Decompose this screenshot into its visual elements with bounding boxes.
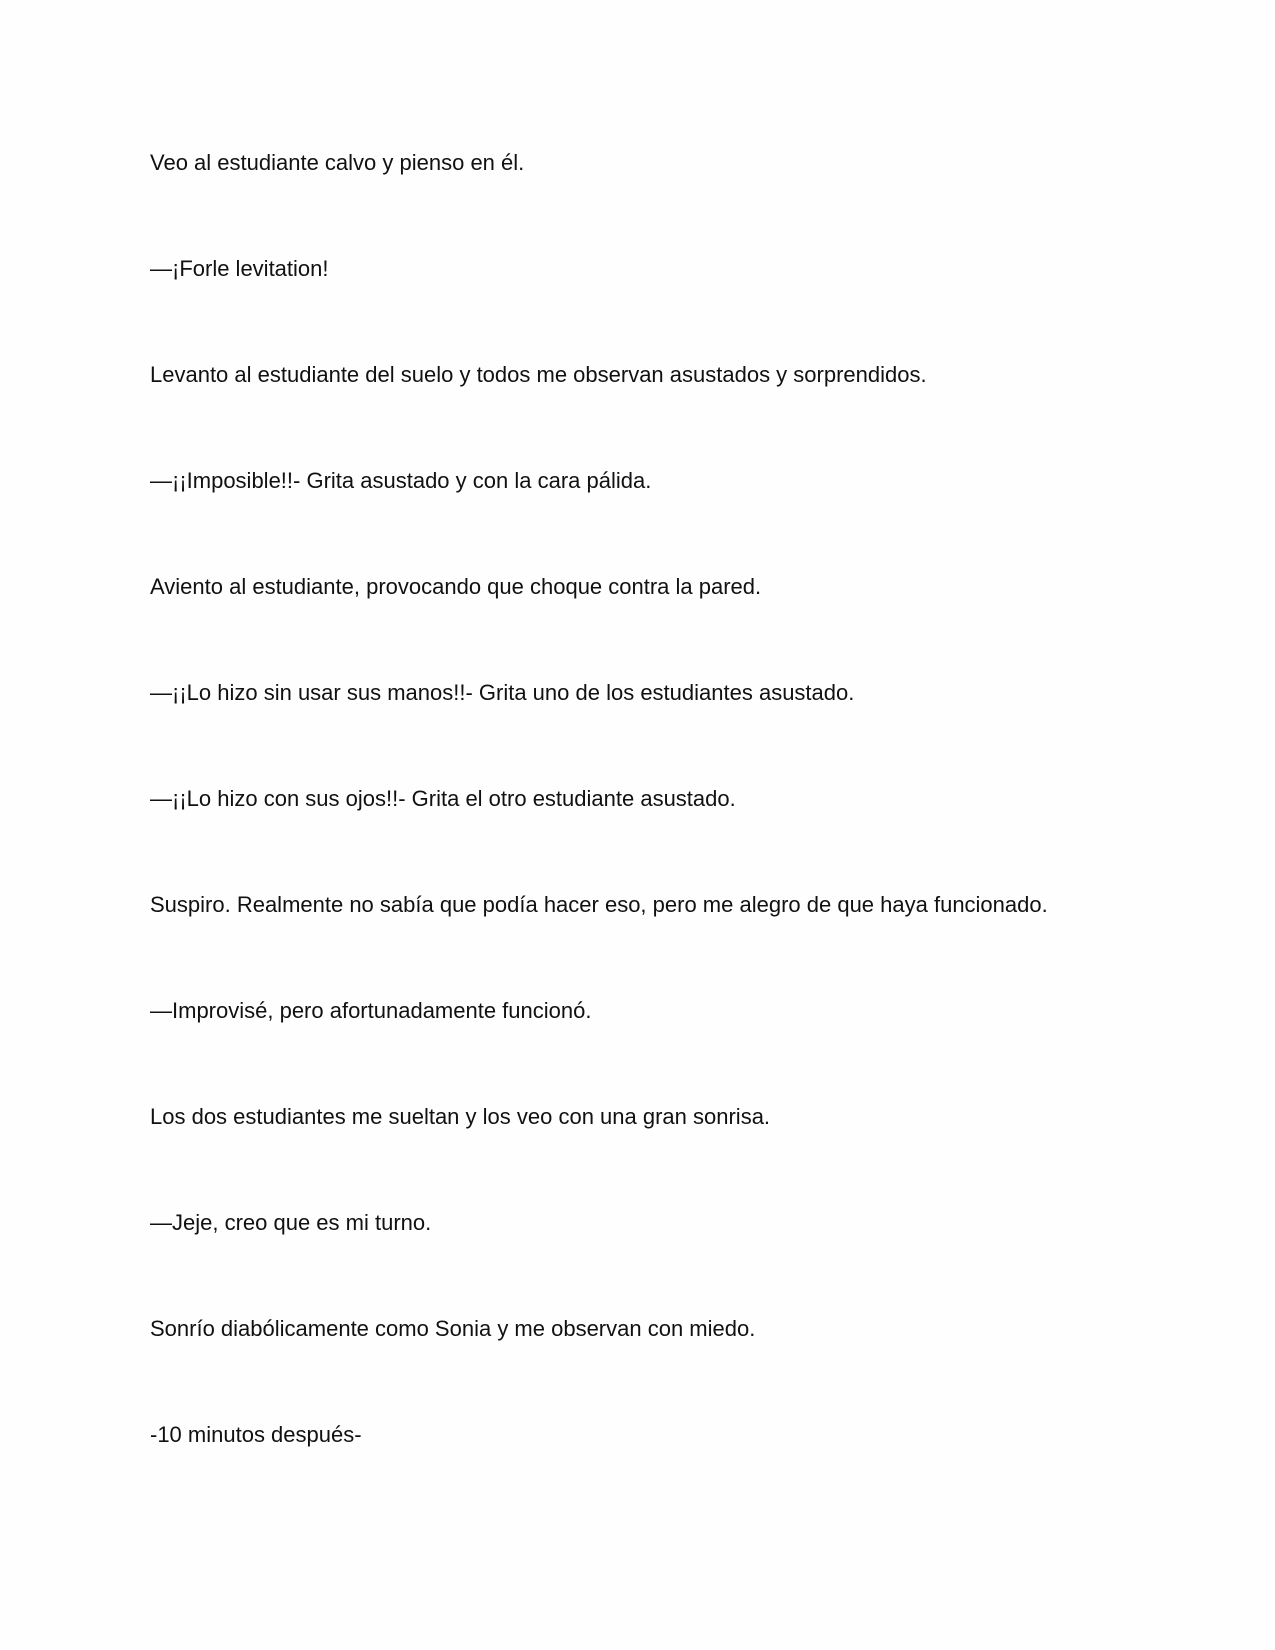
paragraph: —¡¡Imposible!!- Grita asustado y con la cara pálida.: [150, 468, 652, 493]
document-body: [150, 148, 1150, 1526]
paragraph: Veo al estudiante calvo y pienso en él.: [150, 150, 525, 175]
paragraph: Levanto al estudiante del suelo y todos me observan asustados y sorprendidos.: [150, 362, 927, 387]
paragraph: —¡¡Lo hizo sin usar sus manos!!- Grita uno de los estudiantes asustado.: [150, 680, 855, 705]
paragraph: —¡¡Lo hizo con sus ojos!!- Grita el otro estudiante asustado.: [150, 786, 736, 811]
paragraph: Los dos estudiantes me sueltan y los veo con una gran sonrisa.: [150, 1104, 771, 1129]
paragraph: -10 minutos después-: [150, 1422, 362, 1447]
paragraph: —Jeje, creo que es mi turno.: [150, 1210, 432, 1235]
paragraph: Suspiro. Realmente no sabía que podía hacer eso, pero me alegro de que haya funcionado.: [150, 892, 1048, 917]
paragraph: Aviento al estudiante, provocando que choque contra la pared.: [150, 574, 762, 599]
paragraph: —¡Forle levitation!: [150, 256, 329, 281]
paragraph: —Improvisé, pero afortunadamente funcionó.: [150, 998, 592, 1023]
paragraph: Sonrío diabólicamente como Sonia y me observan con miedo.: [150, 1316, 756, 1341]
